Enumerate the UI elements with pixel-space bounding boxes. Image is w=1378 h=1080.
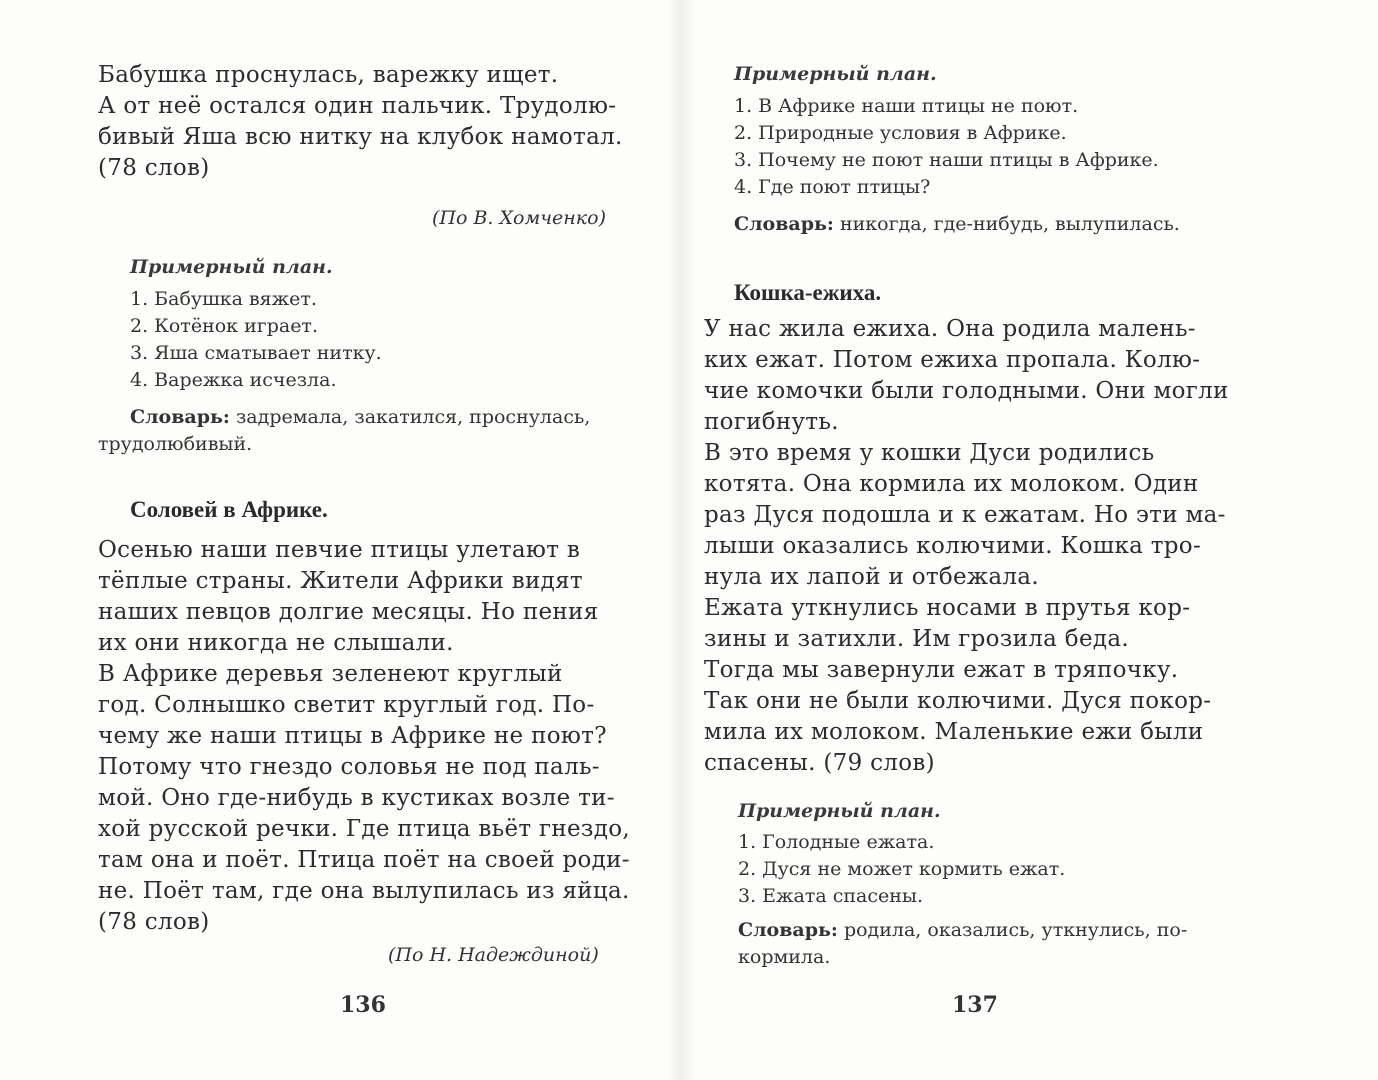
plan-item: 3. Ежата спасены. <box>738 885 924 907</box>
plan-1-heading: Примерный план. <box>130 256 333 278</box>
vocabulary-1 <box>130 404 590 431</box>
text-line: чие комочки были голодными. Они могли <box>704 378 1229 404</box>
page-number-left: 136 <box>340 992 386 1018</box>
text-line: бивый Яша всю нитку на клубок намотал. <box>98 124 623 150</box>
text-line: погибнуть. <box>704 409 839 435</box>
text-line: (78 слов) <box>98 909 210 935</box>
vocabulary-1-continued: трудолюбивый. <box>98 433 253 455</box>
vocabulary-label: Словарь: <box>738 919 838 941</box>
text-line: чему же наши птицы в Африке не поют? <box>98 723 607 749</box>
text-line: зины и затихли. Им грозила беда. <box>704 626 1129 652</box>
text-line: там она и поёт. Птица поёт на своей роди- <box>98 847 630 873</box>
text-line: раз Дуся подошла и к ежатам. Но эти ма- <box>704 502 1226 528</box>
text-line: Потому что гнездо соловья не под паль- <box>98 754 600 780</box>
text-line: (78 слов) <box>98 155 210 181</box>
plan-3-heading: Примерный план. <box>738 800 941 822</box>
story-2-title: Соловей в Африке. <box>130 497 328 522</box>
text-line: Так они не были колючими. Дуся покор- <box>704 688 1212 714</box>
text-line: лыши оказались колючими. Кошка тро- <box>704 533 1202 559</box>
plan-item: 1. Голодные ежата. <box>738 831 935 853</box>
vocabulary-words: родила, оказались, уткнулись, по- <box>837 919 1188 941</box>
text-line: наших певцов долгие месяцы. Но пения <box>98 599 599 625</box>
plan-item: 2. Котёнок играет. <box>130 315 318 337</box>
book-gutter <box>668 0 694 1080</box>
text-line: мила их молоком. Маленькие ежи были <box>704 719 1204 745</box>
right-page <box>694 0 1378 1080</box>
text-line: Бабушка проснулась, варежку ищет. <box>98 62 559 88</box>
vocabulary-words: никогда, где-нибудь, вылупилась. <box>833 213 1180 235</box>
text-line: мой. Оно где-нибудь в кустиках возле ти- <box>98 785 615 811</box>
story-3-text <box>704 314 1229 779</box>
story-1-ending <box>98 60 623 184</box>
plan-item: 3. Яша сматывает нитку. <box>130 342 382 364</box>
plan-item: 1. В Африке наши птицы не поют. <box>734 95 1079 117</box>
plan-item: 4. Варежка исчезла. <box>130 369 337 391</box>
page-number-right: 137 <box>952 992 998 1018</box>
plan-item: 4. Где поют птицы? <box>734 176 931 198</box>
text-line: нула их лапой и отбежала. <box>704 564 1039 590</box>
text-line: Осенью наши певчие птицы улетают в <box>98 537 581 563</box>
text-line: год. Солнышко светит круглый год. По- <box>98 692 595 718</box>
text-line: Ежата уткнулись носами в прутья кор- <box>704 595 1191 621</box>
attribution-nadezhdina: (По Н. Надеждиной) <box>388 944 599 966</box>
vocabulary-2 <box>734 211 1180 238</box>
text-line: их они никогда не слышали. <box>98 630 454 656</box>
plan-item: 2. Природные условия в Африке. <box>734 122 1067 144</box>
plan-2-list <box>734 93 1159 201</box>
text-line: А от неё остался один пальчик. Трудолю- <box>98 93 617 119</box>
text-line: спасены. (79 слов) <box>704 750 935 776</box>
text-line: хой русской речки. Где птица вьёт гнездо, <box>98 816 630 842</box>
plan-item: 2. Дуся не может кормить ежат. <box>738 858 1066 880</box>
plan-1-list <box>130 286 382 394</box>
text-line: не. Поёт там, где она вылупилась из яйца. <box>98 878 630 904</box>
vocabulary-words: задремала, закатился, проснулась, <box>229 406 591 428</box>
vocabulary-label: Словарь: <box>130 406 230 428</box>
vocabulary-label: Словарь: <box>734 213 834 235</box>
attribution-homchenko: (По В. Хомченко) <box>432 207 606 229</box>
plan-2-heading: Примерный план. <box>734 63 937 85</box>
text-line: Тогда мы завернули ежат в тряпочку. <box>704 657 1179 683</box>
text-line: котята. Она кормила их молоком. Один <box>704 471 1199 497</box>
vocabulary-3-continued: кормила. <box>738 946 831 968</box>
text-line: У нас жила ежиха. Она родила малень- <box>704 316 1196 342</box>
story-2-text <box>98 535 630 938</box>
left-page <box>0 0 668 1080</box>
story-3-title: Кошка-ежиха. <box>734 280 882 305</box>
text-line: В это время у кошки Дуси родились <box>704 440 1155 466</box>
vocabulary-3 <box>738 917 1187 944</box>
text-line: ких ежат. Потом ежиха пропала. Колю- <box>704 347 1201 373</box>
plan-3-list <box>738 829 1065 910</box>
plan-item: 3. Почему не поют наши птицы в Африке. <box>734 149 1159 171</box>
text-line: тёплые страны. Жители Африки видят <box>98 568 583 594</box>
text-line: В Африке деревья зеленеют круглый <box>98 661 563 687</box>
plan-item: 1. Бабушка вяжет. <box>130 288 317 310</box>
